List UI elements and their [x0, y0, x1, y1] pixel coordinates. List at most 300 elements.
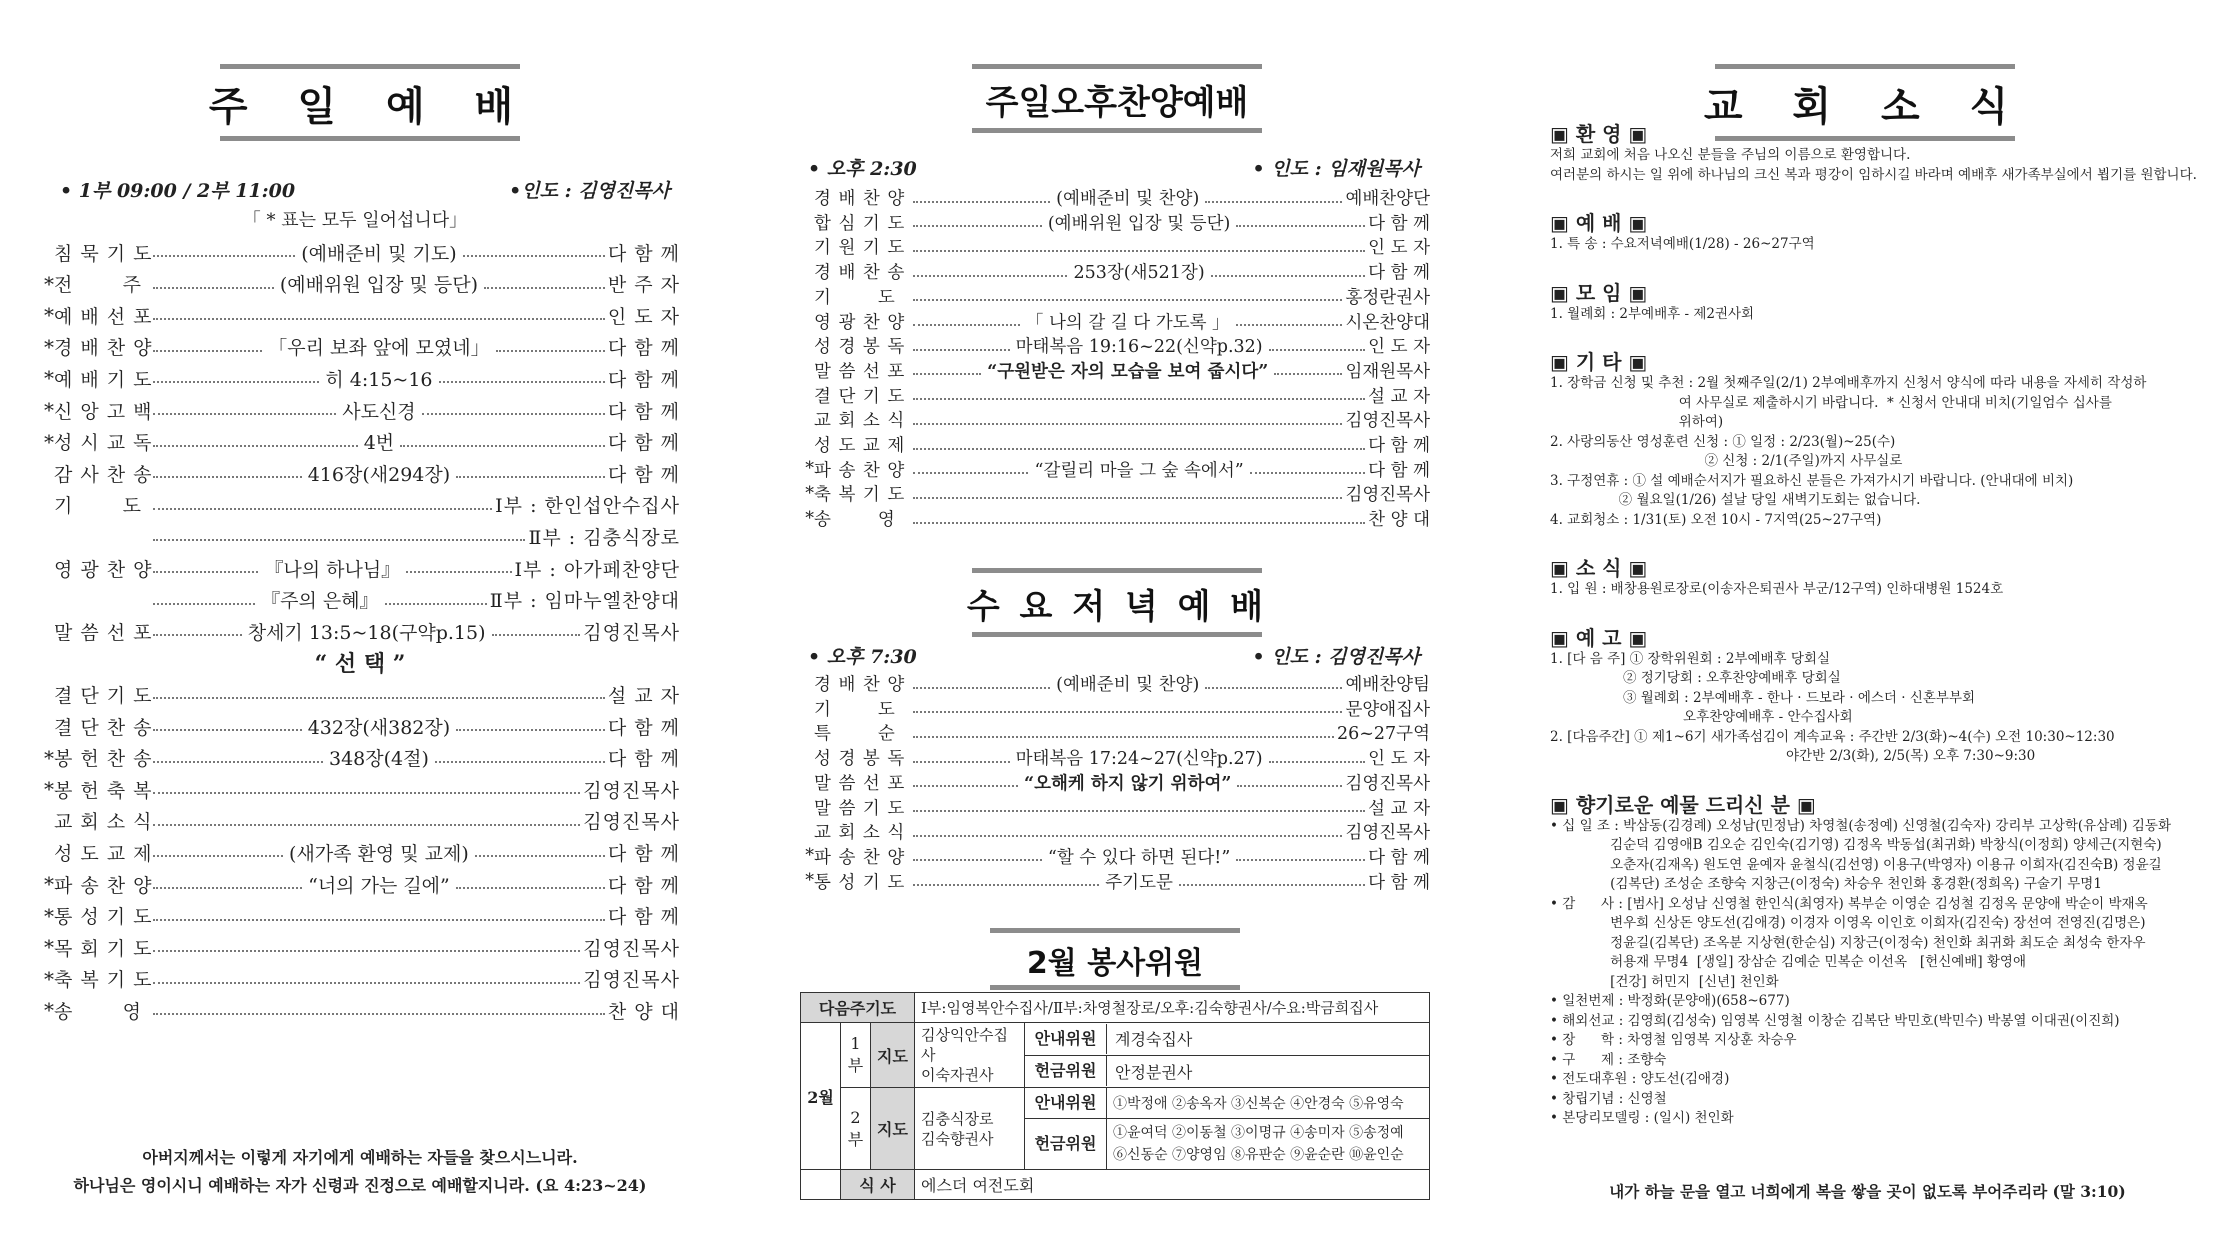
order-label: 송 영: [54, 1000, 142, 1023]
order-content: 창세기 13:5~18(구약p.15): [245, 618, 489, 645]
table-row: [801, 993, 1430, 1023]
order-row: [40, 931, 680, 963]
order-label: 축 복 기 도: [54, 969, 153, 992]
leader-dots: [153, 887, 302, 889]
bottom-verse-1: 아버지께서는 이렇게 자기에게 예배하는 자들을 찾으시느니라.: [142, 1148, 578, 1167]
order-row: [800, 819, 1430, 844]
leader-dots: [153, 603, 255, 605]
leader-dots: [913, 201, 1050, 203]
leader-dots: [422, 413, 605, 415]
church-news-title: 교 회 소 식: [1703, 84, 2027, 130]
leader-dots: [913, 810, 1365, 812]
afternoon-worship-leader: • 인도 : 임재원목사: [1252, 158, 1420, 180]
order-person: 다 함 께: [607, 748, 681, 771]
order-person: 다 함 께: [607, 242, 681, 265]
afternoon-worship-time: • 오후 2:30: [808, 158, 917, 180]
order-person: 인 도 자: [607, 305, 680, 328]
order-person: 다 함 께: [607, 463, 681, 486]
order-row: [40, 520, 680, 552]
leader-dots: [913, 472, 1028, 474]
order-label: 말 씀 선 포: [814, 773, 906, 794]
order-row: [800, 333, 1430, 358]
order-label: 특 순: [814, 724, 896, 745]
wednesday-worship-title-block: [966, 568, 1268, 637]
order-person: 다 함 께: [607, 842, 680, 865]
order-content: “갈릴리 마을 그 숲 속에서”: [1034, 460, 1244, 481]
standing-mark: *: [44, 966, 54, 991]
order-person: Ⅱ부 : 임마누엘찬양대: [489, 590, 681, 613]
standing-mark: *: [805, 459, 814, 480]
standing-mark: *: [44, 777, 54, 802]
news-line: (김복단) 조성순 조향숙 지창근(이정숙) 차승우 천인화 홍경환(정희옥) 구술기 무명1: [1550, 876, 2102, 892]
news-line: 여러분의 하시는 일 위에 하나님의 크신 복과 평강이 임하시길 바라며 예배후 새가족부실에서 뵙기를 원합니다.: [1550, 166, 2197, 183]
standing-mark: *: [805, 846, 814, 867]
order-label: 성 경 봉 독: [814, 337, 906, 358]
order-person: 다 함 께: [1368, 460, 1431, 481]
order-row: [800, 185, 1430, 210]
order-label: 기 원 기 도: [814, 238, 906, 259]
part2-annae-label: 안내위원: [1025, 1088, 1107, 1118]
leader-dots: [913, 884, 1099, 886]
news-line: 야간반 2/3(화), 2/5(목) 오후 7:30~9:30: [1550, 748, 2036, 764]
title-bar-top: [972, 64, 1262, 69]
sunday-worship-meta: [60, 176, 670, 203]
leader-dots: [1269, 761, 1366, 763]
order-label: 통 성 기 도: [54, 906, 153, 929]
leader-dots: [435, 761, 605, 763]
leader-dots: [153, 413, 336, 415]
leader-dots: [153, 855, 283, 857]
news-line: 1. 특 송 : 수요저녁예배(1/28) - 26~27구역: [1550, 236, 1815, 252]
news-line: • 십 일 조 : 박삼동(김경례) 오성남(민정남) 차영철(송정예) 신영철(김숙자) 강리부 고상학(유삼례) 김동화: [1550, 817, 2171, 834]
order-label: 송 영: [814, 510, 896, 531]
news-line: • 장 학 : 차영철 임영복 지상훈 차승우: [1550, 1032, 1797, 1048]
standing-mark: *: [44, 334, 54, 359]
leader-dots: [913, 448, 1365, 450]
leader-dots: [153, 761, 323, 763]
leader-dots: [153, 571, 258, 573]
news-line: ② 월요일(1/26) 설날 당일 새벽기도회는 없습니다.: [1550, 492, 1921, 508]
next-prayer-label: 다음주기도: [801, 993, 915, 1023]
title-bar-top: [1715, 64, 2015, 69]
order-person: 설 교 자: [1368, 798, 1430, 819]
order-label: 말 씀 선 포: [814, 361, 906, 382]
order-content: (예배준비 및 찬양): [1056, 189, 1200, 209]
order-row: [40, 963, 680, 995]
news-line: 허용재 무명4 [생일] 장삼순 김예순 민복순 이선옥 [헌신예배] 황영애: [1550, 954, 2027, 970]
order-content: 「 나의 갈 길 다 가도록 」: [1025, 312, 1230, 333]
leader-dots: [153, 255, 295, 257]
wednesday-worship-time: • 오후 7:30: [808, 646, 917, 668]
sermon-title: “ 선 택 ”: [312, 647, 409, 678]
order-label: 성 시 교 독: [54, 432, 153, 455]
order-person: 김영진목사: [1345, 823, 1430, 844]
month-cell: 2월: [801, 1023, 841, 1170]
order-person: 시온찬양대: [1345, 312, 1430, 333]
title-bar-top: [220, 64, 520, 69]
order-row: [800, 234, 1430, 259]
news-section-heading: ▣ 기 타 ▣: [1550, 350, 1648, 374]
wednesday-worship-meta: [808, 642, 1420, 669]
news-line: 변우희 신상돈 양도선(김애경) 이경자 이영옥 이인호 이희자(김진숙) 장선여 전영진(김명은): [1550, 915, 2146, 931]
siksa-label: 식 사: [841, 1170, 915, 1200]
order-row: [40, 647, 680, 679]
leader-dots: [913, 275, 1067, 277]
order-person: 다 함 께: [607, 906, 680, 929]
order-person: 다 함 께: [1368, 436, 1430, 456]
part2-cell: 2부: [841, 1088, 871, 1170]
news-line: 1. 입 원 : 배창용원로장로(이송자은퇴권사 부군/12구역) 인하대병원 1524호: [1550, 581, 2004, 597]
leader-dots: [456, 887, 605, 889]
order-label: 성 경 봉 독: [814, 749, 906, 770]
order-row: [800, 259, 1430, 284]
order-label: 경 배 찬 양: [814, 675, 906, 695]
order-row: [800, 671, 1430, 696]
standing-mark: *: [44, 745, 54, 770]
order-row: [800, 696, 1430, 721]
leader-dots: [406, 571, 511, 573]
leader-dots: [1236, 225, 1365, 227]
order-row: [40, 457, 680, 489]
order-person: 다 함 께: [607, 368, 681, 391]
order-row: [40, 994, 680, 1026]
order-person: 예배찬양단: [1345, 189, 1430, 209]
order-content: “구원받은 자의 모습을 보여 줍시다”: [987, 361, 1269, 382]
leader-dots: [1205, 687, 1342, 689]
order-row: [800, 309, 1430, 334]
order-content: (예배위원 입장 및 등단): [1047, 213, 1231, 234]
news-line: ③ 월례회 : 2부예배후 - 한나 · 드보라 · 에스더 · 신혼부부회: [1550, 689, 1976, 706]
order-label: 경 배 찬 양: [814, 189, 906, 209]
order-row: [800, 844, 1430, 869]
part2-annae-value: ①박정애 ②송옥자 ③신복순 ④안경숙 ⑤유영숙: [1113, 1096, 1404, 1112]
leader-dots: [913, 522, 1365, 524]
leader-dots: [496, 350, 605, 352]
church-news-title-block: [1703, 64, 2027, 141]
order-person: 설 교 자: [607, 684, 680, 707]
order-content: 253장(새521장): [1073, 263, 1205, 284]
order-label: 침 묵 기 도: [54, 242, 153, 265]
order-row: [40, 394, 680, 426]
leader-dots: [913, 299, 1342, 301]
february-volunteers-title: 2월 봉사위원: [1026, 946, 1204, 981]
standing-mark: *: [44, 271, 54, 296]
standing-mark: *: [44, 903, 54, 928]
order-person: 다 함 께: [607, 874, 681, 897]
order-person: 다 함 께: [607, 400, 681, 423]
leader-dots: [1237, 785, 1342, 787]
leader-dots: [153, 982, 580, 984]
standing-mark: *: [44, 303, 54, 328]
leader-dots: [153, 634, 242, 636]
news-line: 오춘자(김재옥) 원도연 윤예자 윤철식(김선영) 이용구(박영자) 이용규 이희자(김진숙B) 정윤길: [1550, 856, 2162, 873]
part2-heongeum-label: 헌금위원: [1025, 1119, 1107, 1169]
order-person: Ⅰ부 : 아가페찬양단: [514, 558, 680, 581]
standing-mark: *: [44, 872, 54, 896]
news-line: 2. 사랑의동산 영성훈련 신청 : ① 일정 : 2/23(월)~25(수): [1550, 433, 1896, 450]
leader-dots: [913, 497, 1342, 499]
next-prayer-value: Ⅰ부:임영복안수집사/Ⅱ부:차영철장로/오후:김숙향권사/수요:박금희집사: [915, 993, 1430, 1023]
order-row: [800, 795, 1430, 820]
part1-annae-value: 계경숙집사: [1115, 1030, 1193, 1050]
order-content: (예배준비 및 기도): [298, 239, 459, 266]
news-line: • 창립기념 : 신영철: [1550, 1090, 1667, 1107]
order-row: [40, 710, 680, 742]
order-person: 다 함 께: [607, 432, 681, 455]
order-content: 432장(새382장): [305, 713, 453, 740]
news-line: • 전도대후원 : 양도선(김애경): [1550, 1071, 1730, 1087]
order-person: 26~27구역: [1336, 724, 1430, 745]
leader-dots: [1211, 275, 1365, 277]
news-section-heading: ▣ 모 임 ▣: [1550, 280, 1648, 305]
news-line: [건강] 허민지 [신년] 천인화: [1550, 973, 1779, 990]
order-person: 김영진목사: [1345, 773, 1430, 794]
part2-heongeum-line2: ⑥신동순 ⑦양영임 ⑧유판순 ⑨윤순란 ⑩윤인순: [1113, 1147, 1404, 1163]
order-label: 경 배 찬 송: [814, 263, 906, 284]
leader-dots: [153, 697, 605, 699]
order-content: (새가족 환영 및 교제): [286, 839, 472, 866]
order-person: 설 교 자: [1368, 386, 1430, 407]
news-section-heading: ▣ 환 영 ▣: [1550, 122, 1648, 146]
part1-jido-label: 지도: [871, 1023, 915, 1088]
leader-dots: [913, 324, 1020, 326]
news-line: 1. 장학금 신청 및 추천 : 2월 첫째주일(2/1) 2부예배후까지 신청서 양식에 따라 내용을 자세히 작성하: [1550, 375, 2147, 391]
order-label: 영 광 찬 양: [814, 312, 906, 333]
order-person: 다 함 께: [1368, 263, 1430, 284]
order-row: [800, 457, 1430, 482]
leader-dots: [1269, 349, 1366, 351]
order-content: 주기도문: [1105, 872, 1173, 893]
order-person: 문양애집사: [1345, 699, 1430, 720]
order-person: 반 주 자: [607, 274, 681, 297]
news-line: • 해외선교 : 김영희(김성숙) 임영복 신영철 이창순 김복단 박민호(박민수) 박봉열 이대권(이진희): [1550, 1012, 2120, 1029]
order-row: [800, 506, 1430, 531]
order-row: [40, 299, 680, 331]
order-label: 감 사 찬 송: [54, 463, 153, 486]
leader-dots: [153, 381, 319, 383]
news-line: 1. [다 음 주] ① 장학위원회 : 2부예배후 당회실: [1550, 650, 1830, 667]
leader-dots: [913, 225, 1042, 227]
order-row: [800, 383, 1430, 408]
order-label: 성 도 교 제: [814, 436, 906, 456]
title-bar-bottom: [972, 632, 1262, 637]
order-person: 찬 양 대: [607, 1000, 680, 1023]
news-line: 김순덕 김영애B 김오순 김인숙(김기영) 김정옥 박동섭(최귀화) 박창식(이정희) 양세근(지현숙): [1550, 837, 2162, 853]
order-label: 예 배 기 도: [54, 368, 153, 391]
news-line: 2. [다음주간] ① 제1~6기 새가족섬김이 계속교육 : 주간반 2/3(화)~4(수) 오전 10:30~12:30: [1550, 728, 2115, 745]
leader-dots: [153, 729, 302, 731]
part1-cell: 1부: [841, 1023, 871, 1088]
leader-dots: [153, 950, 580, 952]
leader-dots: [1179, 884, 1365, 886]
order-person: 김영진목사: [583, 621, 680, 644]
order-label: 말 씀 선 포: [54, 621, 153, 644]
sunday-worship-title: 주 일 예 배: [208, 84, 532, 130]
order-row: [800, 407, 1430, 432]
news-line: 위하여): [1550, 414, 1724, 430]
leader-dots: [153, 919, 605, 921]
order-person: Ⅱ부 : 김충식장로: [528, 526, 680, 549]
news-line: 4. 교회청소 : 1/31(토) 오전 10시 - 7지역(25~27구역): [1550, 511, 1882, 528]
news-line: • 본당리모델링 : (일시) 천인화: [1550, 1110, 1734, 1126]
leader-dots: [913, 711, 1342, 713]
news-section-heading: ▣ 예 배 ▣: [1550, 211, 1648, 235]
order-label: 파 송 찬 양: [814, 847, 906, 868]
order-row: [40, 678, 680, 710]
order-person: 김영진목사: [583, 779, 680, 802]
part2-jido-label: 지도: [871, 1088, 915, 1170]
order-label: 파 송 찬 양: [54, 874, 153, 897]
wednesday-worship-leader: • 인도 : 김영진목사: [1252, 646, 1420, 668]
order-row: [800, 720, 1430, 745]
leader-dots: [492, 634, 581, 636]
leader-dots: [153, 350, 262, 352]
bottom-verse-2: 하나님은 영이시니 예배하는 자가 신령과 진정으로 예배할지니라. (요 4:23~24): [73, 1176, 647, 1195]
order-label: 전 주: [54, 274, 142, 297]
order-label: 예 배 선 포: [54, 305, 153, 328]
order-content: “너의 가는 길에”: [305, 871, 453, 898]
leader-dots: [484, 287, 605, 289]
standing-mark: *: [805, 483, 814, 504]
title-bar-top: [972, 568, 1262, 573]
order-person: 인 도 자: [1368, 749, 1431, 770]
news-line: • 구 제 : 조향숙: [1550, 1051, 1667, 1068]
leader-dots: [1236, 324, 1343, 326]
order-content: 416장(새294장): [305, 460, 453, 487]
leader-dots: [475, 855, 605, 857]
sunday-worship-time: • 1부 09:00 / 2부 11:00: [60, 180, 296, 202]
order-label: 성 도 교 제: [54, 842, 153, 865]
order-content: 사도신경: [339, 397, 418, 424]
order-content: 「우리 보좌 앞에 모였네」: [265, 333, 492, 360]
order-person: 홍정란권사: [1345, 287, 1430, 308]
order-row: [40, 805, 680, 837]
order-content: 4번: [361, 428, 397, 455]
standing-mark: *: [805, 871, 814, 892]
standing-mark: *: [805, 508, 814, 529]
order-content: “할 수 있다 하면 된다!”: [1047, 847, 1231, 868]
table-row: [801, 1088, 1430, 1119]
news-line: 여 사무실로 제출하시기 바랍니다. * 신청서 안내대 비치(기일엄수 십사를: [1550, 394, 2112, 411]
leader-dots: [913, 250, 1365, 252]
leader-dots: [153, 445, 358, 447]
table-row: [801, 1023, 1430, 1056]
bottom-verse-right: 내가 하늘 문을 열고 너희에게 복을 쌓을 곳이 없도록 부어주리라 (말 3:10): [1609, 1182, 2126, 1201]
order-content: “오해케 하지 않기 위하여”: [1024, 773, 1232, 794]
order-label: 봉 헌 축 복: [54, 779, 153, 802]
title-bar-bottom: [990, 985, 1240, 990]
order-label: 신 앙 고 백: [54, 400, 153, 423]
order-person: 예배찬양팀: [1345, 675, 1430, 695]
leader-dots: [400, 445, 605, 447]
leader-dots: [913, 835, 1342, 837]
news-line: • 일천번제 : 박정화(문양애)(658~677): [1550, 993, 1790, 1009]
leader-dots: [1236, 859, 1365, 861]
leader-dots: [913, 687, 1050, 689]
standing-note: 「 * 표는 모두 일어섭니다」: [242, 210, 468, 231]
wednesday-worship-title: 수 요 저 녁 예 배: [966, 587, 1268, 627]
title-bar-bottom: [972, 128, 1262, 133]
leader-dots: [439, 381, 605, 383]
leader-dots: [463, 255, 605, 257]
part1-annae-label: 안내위원: [1025, 1024, 1107, 1054]
order-row: [800, 284, 1430, 309]
order-content: 마태복음 19:16~22(신약p.32): [1015, 337, 1263, 358]
news-line: 오후찬양예배후 - 안수집사회: [1550, 709, 1853, 725]
leader-dots: [153, 287, 274, 289]
leader-dots: [913, 785, 1018, 787]
order-label: 교 회 소 식: [814, 411, 906, 432]
leader-dots: [913, 398, 1365, 400]
order-label: 경 배 찬 양: [54, 337, 153, 360]
leader-dots: [153, 508, 492, 510]
news-line: 저희 교회에 처음 나오신 분들을 주님의 이름으로 환영합니다.: [1550, 147, 1911, 163]
standing-mark: *: [44, 935, 54, 960]
sunday-worship-leader: •인도 : 김영진목사: [509, 180, 670, 202]
news-line: 1. 월례회 : 2부예배후 - 제2권사회: [1550, 305, 1755, 322]
order-row: [40, 489, 680, 521]
order-person: 김영진목사: [583, 811, 680, 834]
standing-mark: *: [44, 998, 54, 1023]
order-content: 히 4:15~16: [322, 365, 435, 392]
order-row: [40, 552, 680, 584]
leader-dots: [153, 318, 605, 320]
news-section-heading: ▣ 소 식 ▣: [1550, 556, 1648, 580]
order-label: 결 단 찬 송: [54, 716, 153, 739]
order-row: [800, 745, 1430, 770]
order-content: 348장(4절): [326, 744, 432, 771]
order-row: [40, 236, 680, 268]
leader-dots: [456, 476, 605, 478]
order-row: [40, 836, 680, 868]
afternoon-worship-title-block: [972, 64, 1262, 133]
volunteer-table: [800, 992, 1430, 1200]
order-label: 축 복 기 도: [814, 485, 906, 506]
february-volunteers-title-block: [990, 928, 1240, 990]
order-label: 결 단 기 도: [814, 386, 906, 407]
siksa-value: 에스더 여전도회: [915, 1170, 1430, 1200]
afternoon-worship-title: 주일오후찬양예배: [985, 83, 1249, 123]
news-line: ② 신청 : 2/1(주일)까지 사무실로: [1550, 453, 1903, 469]
table-row: [801, 1170, 1430, 1200]
order-person: 다 함 께: [1368, 847, 1431, 868]
leader-dots: [913, 859, 1042, 861]
leader-dots: [153, 476, 302, 478]
leader-dots: [153, 824, 580, 826]
order-label: 봉 헌 찬 송: [54, 748, 153, 771]
part2-leaders: 김충식장로 김숙향권사: [915, 1088, 1025, 1170]
order-row: [800, 770, 1430, 795]
order-person: 임재원목사: [1345, 361, 1431, 382]
leader-dots: [153, 792, 580, 794]
order-label: 교 회 소 식: [54, 811, 153, 834]
order-content: 『나의 하나님』: [261, 555, 403, 582]
order-person: 김영진목사: [1345, 411, 1430, 432]
order-row: [40, 868, 680, 900]
order-row: [40, 742, 680, 774]
title-bar-top: [990, 928, 1240, 933]
order-label: 결 단 기 도: [54, 684, 153, 707]
leader-dots: [385, 603, 487, 605]
afternoon-worship-meta: [808, 154, 1420, 181]
sunday-worship-title-block: [208, 64, 532, 141]
standing-mark: *: [44, 366, 54, 391]
order-person: 김영진목사: [583, 969, 680, 992]
order-person: 김영진목사: [583, 937, 680, 960]
leader-dots: [1274, 373, 1342, 375]
news-line: • 감 사 : [범사] 오성남 신영철 한인식(최영자) 복부순 이영순 김성철 김정옥 문양애 박순이 박재옥: [1550, 895, 2148, 912]
part1-leaders: 김상익안수집사 이숙자권사: [915, 1023, 1025, 1088]
